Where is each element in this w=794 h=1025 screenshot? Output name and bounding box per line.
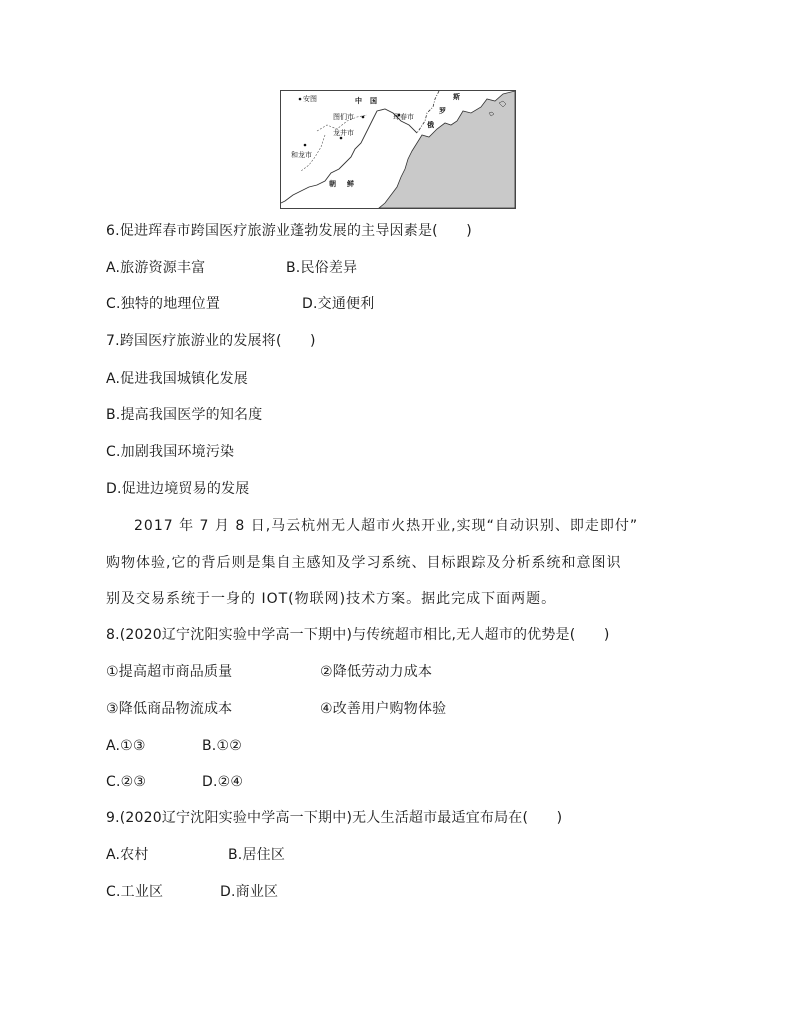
q6-option-c: C.独特的地理位置 xyxy=(106,296,221,312)
q9-option-b: B.居住区 xyxy=(228,847,286,863)
city-dot-antu xyxy=(299,98,302,101)
q6-option-a: A.旅游资源丰富 xyxy=(106,260,206,276)
question-9-stem: 9.(2020辽宁沈阳实验中学高一下期中)无人生活超市最适宜布局在( ) xyxy=(106,810,563,826)
passage-line-1: 2017 年 7 月 8 日,马云杭州无人超市火热开业,实现“自动识别、即走即付” xyxy=(134,518,639,534)
q9-option-d: D.商业区 xyxy=(220,884,279,900)
q8-statement-2: ②降低劳动力成本 xyxy=(320,664,433,680)
map-drawing xyxy=(281,91,515,208)
q8-statement-3: ③降低商品物流成本 xyxy=(106,701,233,717)
q8-option-b: B.①② xyxy=(202,738,242,754)
sea-area xyxy=(379,91,515,208)
map-label-russia-2: 罗 xyxy=(439,107,446,115)
map-label-hunchun: 珲春市 xyxy=(393,113,414,121)
q9-option-a: A.农村 xyxy=(106,847,149,863)
map-label-korea-1: 朝 xyxy=(329,180,336,188)
map-label-russia-1: 俄 xyxy=(427,121,434,129)
question-6-stem: 6.促进珲春市跨国医疗旅游业蓬勃发展的主导因素是( ) xyxy=(106,223,472,239)
map-label-russia-3: 斯 xyxy=(453,93,460,101)
q7-option-c: C.加剧我国环境污染 xyxy=(106,444,235,460)
map-label-china: 中国 xyxy=(355,97,385,105)
q8-option-d: D.②④ xyxy=(202,774,244,790)
q8-statement-4: ④改善用户购物体验 xyxy=(320,701,447,717)
city-dot-helong xyxy=(304,144,307,147)
question-8-stem: 8.(2020辽宁沈阳实验中学高一下期中)与传统超市相比,无人超市的优势是( ) xyxy=(106,627,610,643)
q8-statement-1: ①提高超市商品质量 xyxy=(106,664,233,680)
map-label-antu: 安图 xyxy=(303,95,317,103)
passage-line-3: 别及交易系统于一身的 IOT(物联网)技术方案。据此完成下面两题。 xyxy=(106,591,557,607)
passage-line-2: 购物体验,它的背后则是集自主感知及学习系统、目标跟踪及分析系统和意图识 xyxy=(106,555,622,571)
map-label-helong: 和龙市 xyxy=(291,151,312,159)
q7-option-b: B.提高我国医学的知名度 xyxy=(106,407,263,423)
q8-option-c: C.②③ xyxy=(106,774,147,790)
q6-option-b: B.民俗差异 xyxy=(286,260,358,276)
q8-option-a: A.①③ xyxy=(106,738,146,754)
region-map xyxy=(280,90,516,209)
q6-option-d: D.交通便利 xyxy=(302,296,375,312)
question-7-stem: 7.跨国医疗旅游业的发展将( ) xyxy=(106,333,316,349)
q7-option-d: D.促进边境贸易的发展 xyxy=(106,481,250,497)
map-label-longjing: 龙井市 xyxy=(333,129,354,137)
map-label-tumen: 图们市 xyxy=(333,113,354,121)
map-label-korea-2: 鲜 xyxy=(347,180,354,188)
city-dot-tumen xyxy=(362,116,365,119)
city-dot-longjing xyxy=(340,137,343,140)
q7-option-a: A.促进我国城镇化发展 xyxy=(106,371,248,387)
q9-option-c: C.工业区 xyxy=(106,884,164,900)
